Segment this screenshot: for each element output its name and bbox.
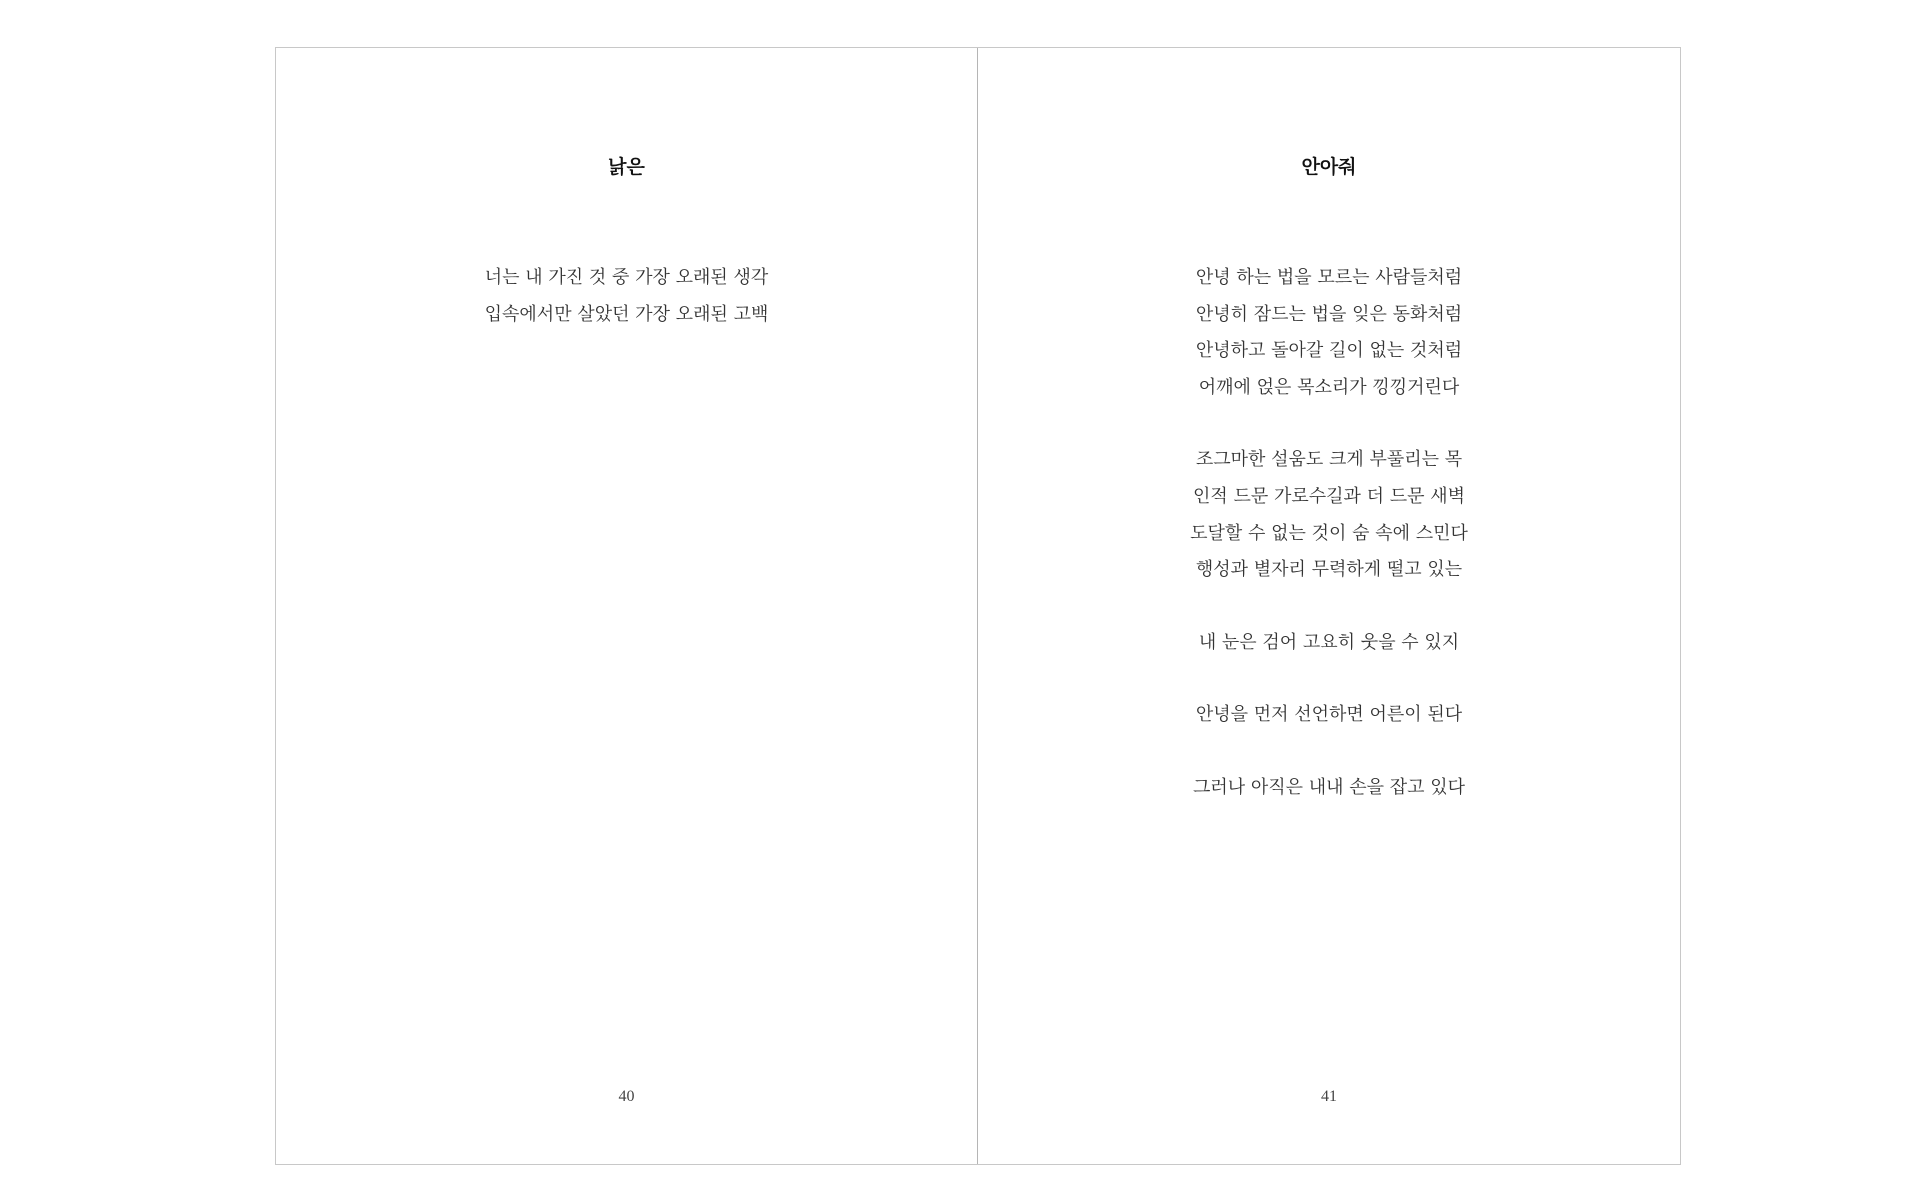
stanza xyxy=(978,625,1680,662)
poem-line: 어깨에 얹은 목소리가 낑낑거린다 xyxy=(1198,376,1460,398)
poem-line: 인적 드문 가로수길과 더 드문 새벽 xyxy=(1192,485,1466,507)
stanza xyxy=(978,260,1680,406)
poem-line: 입속에서만 살았던 가장 오래된 고백 xyxy=(484,303,769,325)
stanza xyxy=(276,260,977,333)
poem-line: 안녕 하는 법을 모르는 사람들처럼 xyxy=(1195,267,1463,288)
book-spread xyxy=(275,47,1681,1165)
poem-line: 내 눈은 검어 고요히 웃을 수 있지 xyxy=(1198,631,1460,653)
stanza xyxy=(978,442,1680,588)
stanza xyxy=(978,697,1680,734)
poem-body xyxy=(978,260,1680,843)
poem-line: 그러나 아직은 내내 손을 잡고 있다 xyxy=(1192,776,1466,798)
poem-body xyxy=(276,260,977,369)
poem-line: 너는 내 가진 것 중 가장 오래된 생각 xyxy=(484,267,769,288)
poem-line: 안녕히 잠드는 법을 잊은 동화처럼 xyxy=(1195,303,1463,325)
poem-line: 안녕을 먼저 선언하면 어른이 된다 xyxy=(1195,704,1463,726)
page-number: 41 xyxy=(1321,1088,1337,1105)
poem-title: 낡은 xyxy=(608,156,645,178)
stanza xyxy=(978,770,1680,807)
poem-title: 안아줘 xyxy=(1301,156,1357,178)
poem-line: 안녕하고 돌아갈 길이 없는 것처럼 xyxy=(1195,340,1463,362)
poem-line: 도달할 수 없는 것이 숨 속에 스민다 xyxy=(1190,522,1468,544)
poem-line: 행성과 별자리 무력하게 떨고 있는 xyxy=(1195,559,1463,581)
right-page xyxy=(978,48,1680,1164)
page-number: 40 xyxy=(618,1088,635,1105)
poem-line: 조그마한 설움도 크게 부풀리는 목 xyxy=(1195,449,1463,471)
left-page xyxy=(276,48,978,1164)
